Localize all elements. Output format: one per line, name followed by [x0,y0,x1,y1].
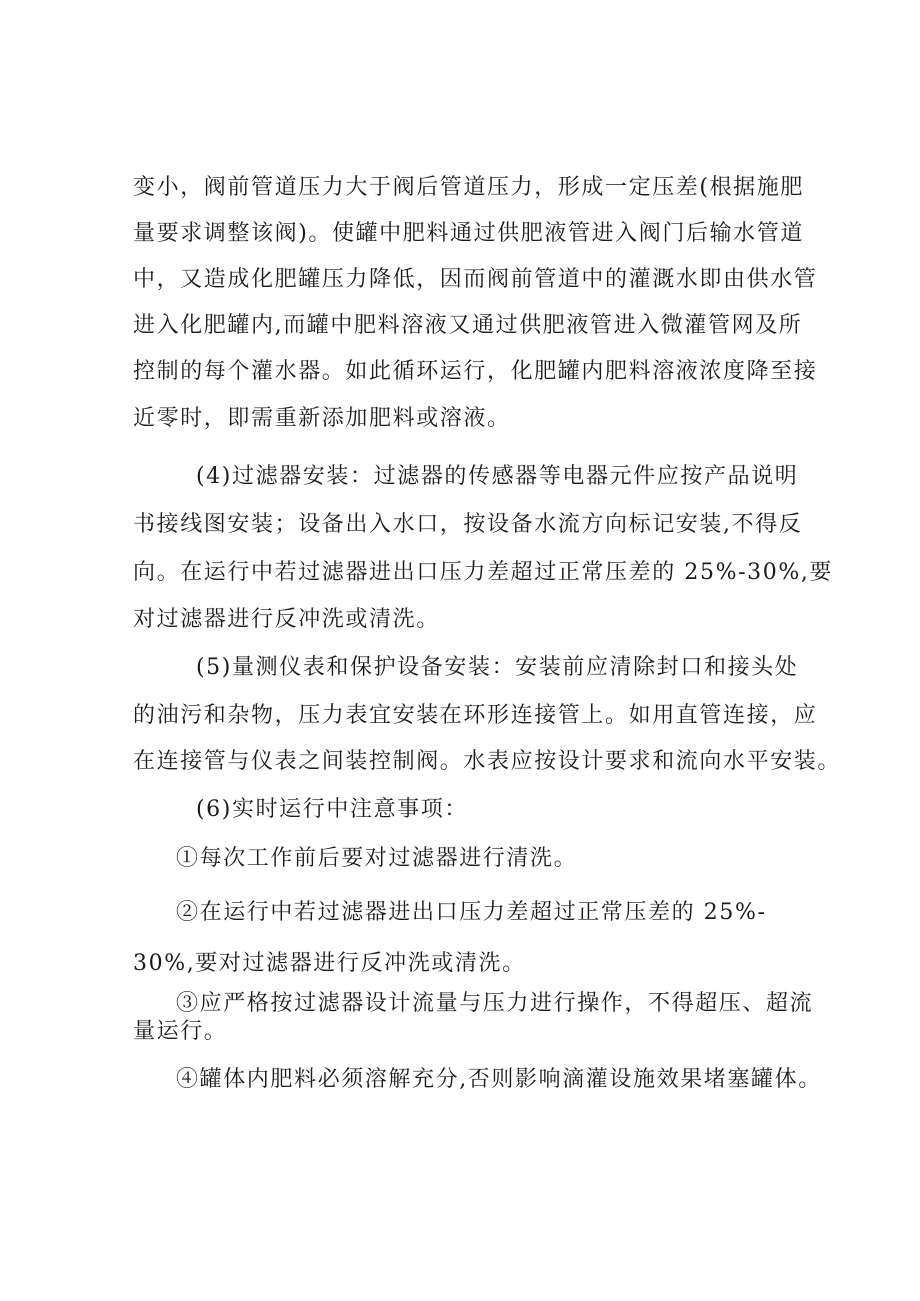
filter-line-4: 对过滤器进行反冲洗或清洗。 [133,607,440,632]
intro-line-1: 变小，阀前管道压力大于阀后管道压力，形成一定压差(根据施肥 [133,175,804,200]
filter-line-2: 书接线图安装；设备出入水口，按设备水流方向标记安装,不得反 [133,512,803,537]
filter-line-1: (4)过滤器安装：过滤器的传感器等电器元件应按产品说明 [196,464,799,489]
instruments-line-2: 的油污和杂物，压力表宜安装在环形连接管上。如用直管连接，应 [133,703,818,728]
item-2-line-1: ②在运行中若过滤器进出口压力差超过正常压差的 25%- [176,900,767,925]
instruments-line-1: (5)量测仪表和保护设备安装：安装前应清除封口和接头处 [196,655,799,680]
item-3-line-2: 量运行。 [133,1019,228,1044]
section-heading: (6)实时运行中注意事项： [196,797,468,822]
intro-line-6: 近零时，即需重新添加肥料或溶液。 [133,406,511,431]
intro-line-5: 控制的每个灌水器。如此循环运行，化肥罐内肥料溶液浓度降至接 [133,359,818,384]
item-1: ①每次工作前后要对过滤器进行清洗。 [176,846,578,871]
intro-line-2: 量要求调整该阀)。使罐中肥料通过供肥液管进入阀门后输水管道 [133,221,804,246]
item-2-line-2: 30%,要对过滤器进行反冲洗或清洗。 [133,951,526,976]
intro-line-4: 进入化肥罐内,而罐中肥料溶液又通过供肥液管进入微灌管网及所 [133,313,803,338]
instruments-line-3: 在连接管与仪表之间装控制阀。水表应按设计要求和流向水平安装。 [133,749,842,774]
item-3-line-1: ③应严格按过滤器设计流量与压力进行操作，不得超压、超流 [176,991,814,1016]
filter-line-3: 向。在运行中若过滤器进出口压力差超过正常压差的 25%-30%,要 [133,560,834,585]
intro-line-3: 中，又造成化肥罐压力降低，因而阀前管道中的灌溉水即由供水管 [133,267,818,292]
item-4: ④罐体内肥料必须溶解充分,否则影响滴灌设施效果堵塞罐体。 [176,1067,822,1092]
